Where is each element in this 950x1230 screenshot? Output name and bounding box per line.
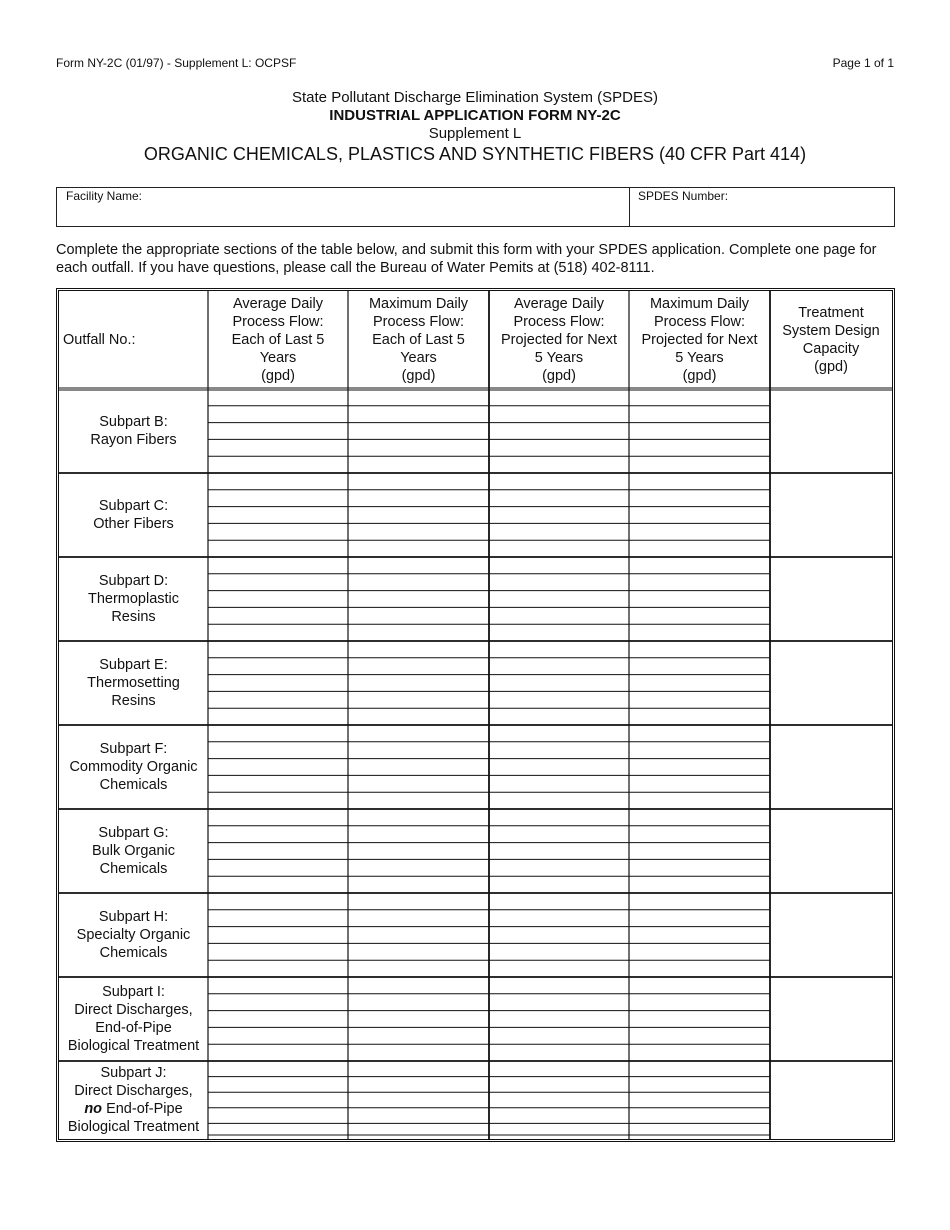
facility-name-label: Facility Name: [66, 189, 143, 203]
row-label-text: Resins [111, 693, 156, 709]
header-text: Each of Last 5 [231, 332, 325, 348]
row-label-subpart [59, 473, 208, 557]
header-text: Process Flow: [653, 314, 746, 330]
row-label-text: Biological Treatment [67, 1119, 200, 1135]
row-label-text: Subpart B: [99, 414, 168, 430]
header-text: (gpd) [261, 368, 295, 384]
flow-table [56, 288, 895, 1142]
row-label-subpart [59, 1061, 208, 1139]
row-label-text: Other Fibers [93, 516, 174, 532]
header-column-4 [629, 291, 770, 389]
row-label-subpart [59, 389, 208, 473]
row-label-text: Thermoplastic [87, 591, 180, 607]
row-label-subpart [59, 977, 208, 1061]
header-text: System Design [782, 323, 880, 339]
header-text: (gpd) [814, 359, 848, 375]
facility-info-box [56, 187, 895, 227]
header-text: Process Flow: [232, 314, 324, 330]
header-text: Projected for Next [500, 332, 618, 348]
row-label-text: Thermosetting [87, 675, 180, 691]
header-text: Outfall No.: [63, 332, 136, 348]
title-form: INDUSTRIAL APPLICATION FORM NY-2C [329, 107, 621, 124]
header-text: Capacity [802, 341, 860, 357]
row-label-text: Subpart I: [102, 984, 165, 1000]
header-text: Projected for Next [641, 332, 758, 348]
header-text: (gpd) [542, 368, 576, 384]
title-program: State Pollutant Discharge Elimination System (SPDES) [292, 89, 658, 106]
facility-box-divider [629, 188, 630, 226]
row-label-text: Bulk Organic [91, 843, 175, 859]
row-label-text: Chemicals [99, 777, 168, 793]
header-text: Average Daily [513, 296, 604, 312]
row-label-text: Subpart F: [99, 741, 168, 757]
row-label-text: Subpart J: [100, 1065, 167, 1081]
header-column-1 [208, 291, 348, 389]
row-label-text: Subpart H: [98, 909, 169, 925]
header-text: Treatment [798, 305, 864, 321]
form-identifier: Form NY-2C (01/97) - Supplement L: OCPSF [56, 56, 297, 70]
row-label-text: Subpart C: [98, 498, 169, 514]
header-text: Years [259, 350, 297, 366]
header-text: Process Flow: [372, 314, 465, 330]
row-label-text: no End-of-Pipe [84, 1101, 183, 1117]
row-label-text: Biological Treatment [67, 1038, 200, 1054]
row-label-text: Commodity Organic [69, 759, 198, 775]
header-outfall-no [59, 291, 208, 389]
row-label-text: Direct Discharges, [74, 1002, 193, 1018]
row-label-text: Resins [111, 609, 156, 625]
header-column-2 [348, 291, 489, 389]
header-text: Years [400, 350, 437, 366]
header-text: 5 Years [675, 350, 724, 366]
row-label-text: Subpart D: [98, 573, 169, 589]
page-number: Page 1 of 1 [832, 56, 894, 70]
title-category: ORGANIC CHEMICALS, PLASTICS AND SYNTHETIC FIBERS (40 CFR Part 414) [143, 144, 807, 164]
row-label-text: Rayon Fibers [90, 432, 177, 448]
row-label-text: Specialty Organic [76, 927, 191, 943]
row-label-text: Subpart E: [99, 657, 168, 673]
header-text: 5 Years [534, 350, 584, 366]
row-label-subpart [59, 809, 208, 893]
row-label-text: End-of-Pipe [95, 1020, 172, 1036]
row-label-subpart [59, 641, 208, 725]
row-label-text: Chemicals [99, 945, 168, 961]
header-text: Maximum Daily [368, 296, 469, 312]
title-supplement: Supplement L [428, 125, 522, 142]
header-text: Each of Last 5 [372, 332, 465, 348]
row-label-text: Subpart G: [98, 825, 169, 841]
header-text: Maximum Daily [649, 296, 750, 312]
row-label-subpart [59, 557, 208, 641]
header-column-5 [770, 291, 892, 389]
row-label-text: Chemicals [99, 861, 168, 877]
row-label-text: Direct Discharges, [74, 1083, 193, 1099]
header-text: (gpd) [682, 368, 717, 384]
row-label-subpart [59, 725, 208, 809]
row-label-subpart [59, 893, 208, 977]
spdes-number-label: SPDES Number: [638, 189, 729, 203]
header-text: (gpd) [401, 368, 436, 384]
header-text: Process Flow: [513, 314, 605, 330]
instructions-text: Complete the appropriate sections of the table below, and submit this form with your SPDES application. Complete one page for each outfall. If you have questions, please call the Bureau of Water Pemits at (518) 402-8111. [56, 242, 877, 276]
header-text: Average Daily [232, 296, 323, 312]
header-column-3 [489, 291, 629, 389]
